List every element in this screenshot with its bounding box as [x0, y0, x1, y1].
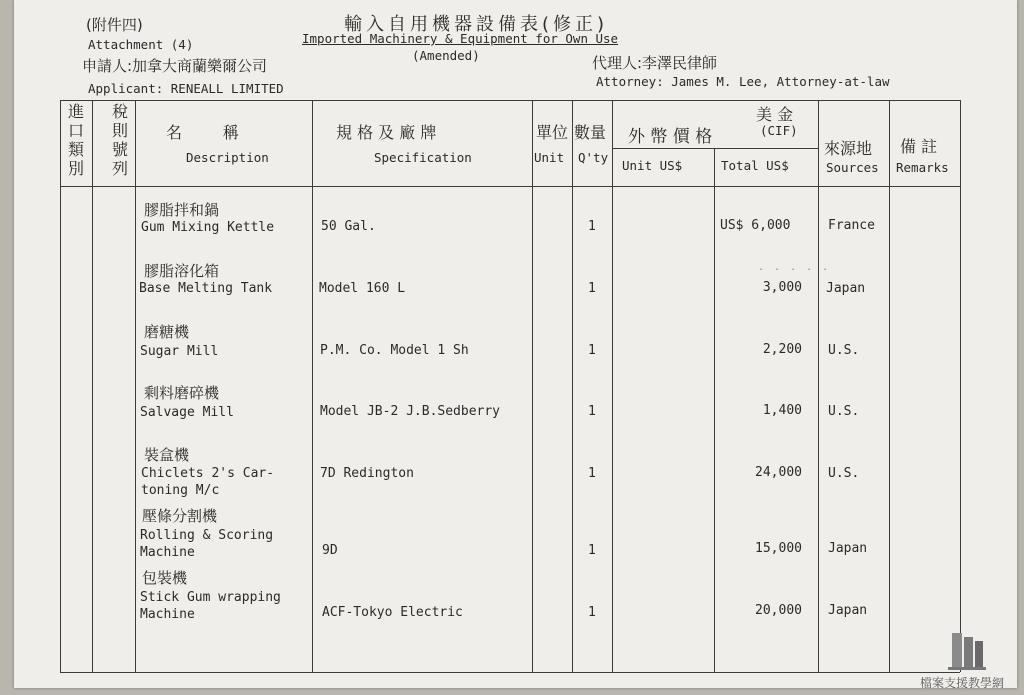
col-divider-2 [135, 100, 136, 672]
header-qty-cn: 數量 [574, 123, 607, 142]
row-total: 15,000 [755, 541, 802, 556]
document-page [14, 0, 1017, 688]
header-cif: (CIF) [760, 123, 798, 138]
row-name-cn: 磨糖機 [144, 323, 190, 341]
table-left-border [60, 100, 61, 672]
applicant-cn: 申請人:加拿大商蘭樂爾公司 [82, 57, 268, 75]
attorney-en: Attorney: James M. Lee, Attorney-at-law [596, 74, 890, 89]
title-en: Imported Machinery & Equipment for Own Use [302, 31, 619, 46]
header-unit-cn: 單位 [536, 123, 569, 142]
row-description: Salvage Mill [140, 405, 234, 420]
row-source: France [828, 218, 875, 233]
row-spec: ACF-Tokyo Electric [322, 605, 463, 620]
row-total: 20,000 [755, 603, 802, 618]
col-divider-6 [612, 100, 613, 672]
archive-books-icon [942, 627, 990, 673]
header-import-category: 進 口 類 別 [68, 102, 85, 178]
col-divider-3 [312, 100, 313, 672]
row-spec: 7D Redington [320, 466, 414, 481]
attorney-cn: 代理人:李澤民律師 [592, 54, 718, 72]
row-spec: Model 160 L [319, 281, 406, 296]
row-name-cn: 膠脂拌和鍋 [144, 201, 220, 219]
header-total-usd: Total US$ [721, 158, 789, 173]
row-qty: 1 [588, 466, 596, 481]
title-cn: 輸入自用機器設備表(修正) [344, 14, 609, 35]
row-name-cn: 剩料磨碎機 [144, 384, 220, 402]
attachment-en: Attachment (4) [88, 37, 194, 52]
row-description: Sugar Mill [140, 344, 219, 359]
row-description: Stick Gum wrapping [140, 590, 281, 605]
header-qty: Q'ty [578, 150, 609, 165]
row-description-line2: Machine [140, 607, 195, 622]
row-spec: 50 Gal. [321, 219, 376, 234]
row-name-cn: 包裝機 [142, 569, 188, 587]
watermark-text: 檔案支援教學網 [919, 676, 1004, 690]
col-divider-7 [714, 148, 715, 672]
row-description: Rolling & Scoring [140, 528, 274, 543]
row-source: U.S. [828, 343, 860, 358]
row-total: 1,400 [762, 403, 802, 418]
header-usd-cn: 美 金 [756, 105, 794, 124]
row-name-cn: 壓條分割機 [142, 507, 218, 525]
row-total: 24,000 [755, 465, 802, 480]
header-source-cn: 來源地 [824, 139, 873, 158]
row-spec: 9D [322, 543, 338, 558]
row-qty: 1 [588, 281, 596, 296]
row-name-cn: 裝盒機 [144, 446, 190, 464]
col-divider-4 [532, 100, 533, 672]
attachment-cn: (附件四) [86, 16, 143, 34]
row-qty: 1 [588, 343, 596, 358]
row-description: Chiclets 2's Car- [141, 466, 275, 481]
header-description: Description [186, 150, 269, 165]
col-divider-8 [818, 100, 819, 672]
header-remarks-cn: 備 註 [900, 137, 938, 156]
row-spec: P.M. Co. Model 1 Sh [320, 343, 469, 358]
row-source: U.S. [828, 466, 860, 481]
table-bottom-border [60, 672, 960, 673]
header-tariff-number: 稅 則 號 列 [112, 102, 129, 178]
row-name-cn: 膠脂溶化箱 [144, 262, 220, 280]
row-description: Gum Mixing Kettle [141, 220, 275, 235]
row-description-line2: Machine [140, 545, 195, 560]
row-description: Base Melting Tank [139, 281, 273, 296]
row-source: Japan [828, 603, 868, 618]
col-divider-5 [572, 100, 573, 672]
header-unit: Unit [534, 150, 565, 165]
row-qty: 1 [588, 219, 596, 234]
header-specification: Specification [374, 150, 472, 165]
row-source: Japan [828, 541, 868, 556]
row-qty: 1 [588, 605, 596, 620]
col-divider-9 [889, 100, 890, 672]
row-spec: Model JB-2 J.B.Sedberry [320, 404, 501, 419]
row-total: 3,000 [762, 280, 802, 295]
col-divider-1 [92, 100, 93, 672]
header-unit-usd: Unit US$ [622, 158, 683, 173]
row-source: Japan [826, 281, 866, 296]
row-total: US$ 6,000 [720, 218, 791, 233]
row-source: U.S. [828, 404, 860, 419]
header-foreign-price: 外 幣 價 格 [628, 127, 713, 147]
header-remarks: Remarks [896, 160, 949, 175]
table-right-border [960, 100, 961, 672]
row-total: 2,200 [762, 342, 802, 357]
row-qty: 1 [588, 543, 596, 558]
applicant-en: Applicant: RENEALL LIMITED [88, 81, 284, 96]
header-sources: Sources [826, 160, 879, 175]
price-subheader-border [612, 148, 818, 149]
table-header-border [60, 186, 960, 187]
table-top-border [60, 100, 960, 101]
row-dots: . . . . . [758, 262, 831, 273]
amended-label: (Amended) [412, 48, 480, 63]
header-name-cn: 名 稱 [166, 123, 239, 142]
row-qty: 1 [588, 404, 596, 419]
header-spec-cn: 規 格 及 廠 牌 [336, 123, 437, 142]
row-description-line2: toning M/c [141, 483, 220, 498]
